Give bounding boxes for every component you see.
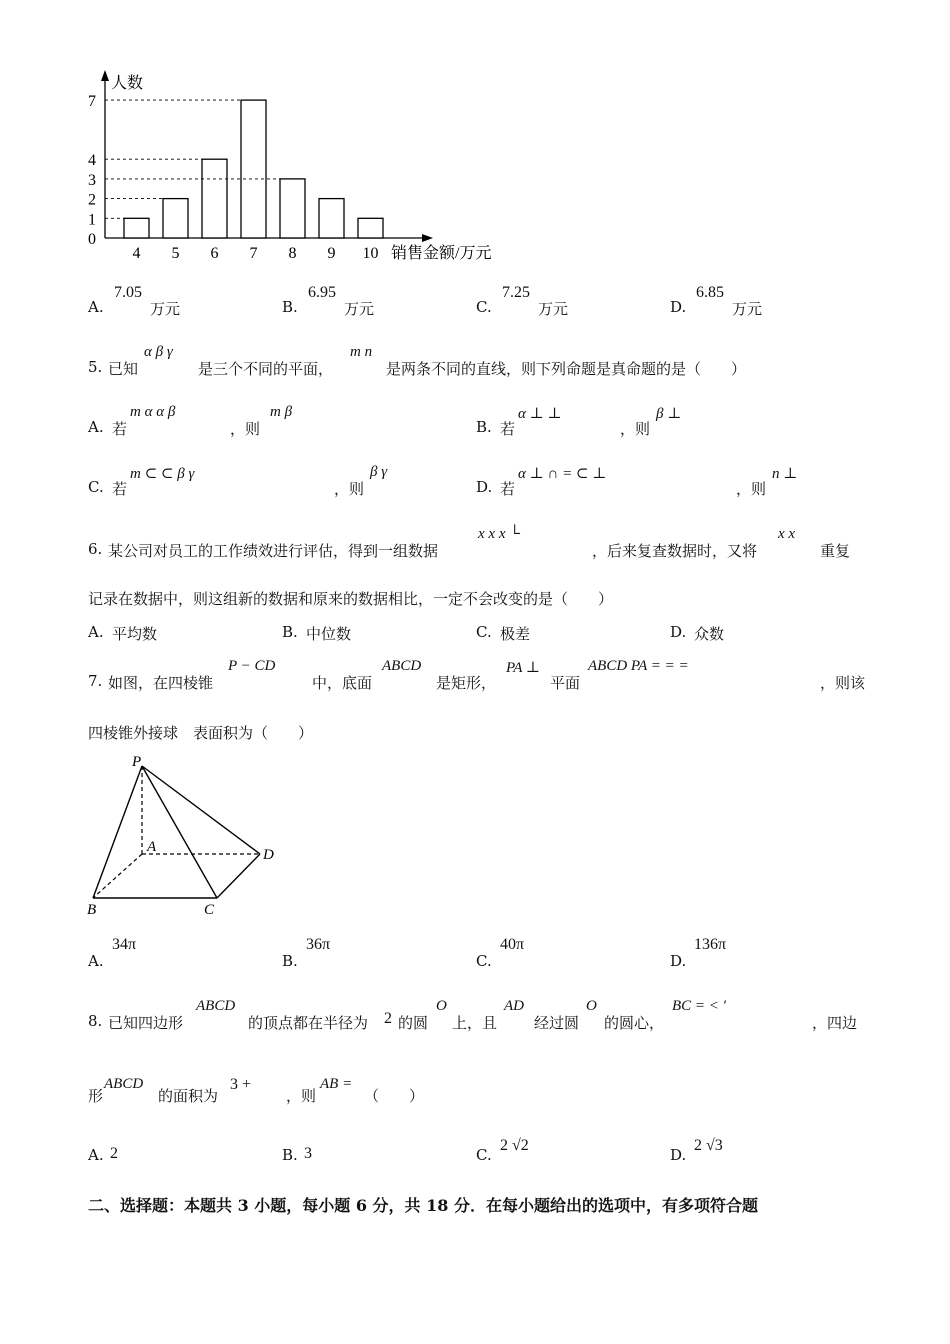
q5-number: 5. (88, 358, 103, 376)
q8-text-6: 的圆心， (604, 1014, 665, 1032)
q6-text-3: 重复 (820, 542, 851, 560)
y-tick-label-4: 4 (88, 152, 96, 170)
q8-math-radius: 2 (384, 1010, 392, 1027)
x-tick-label-10: 10 (362, 245, 379, 262)
q6-option-d-text: 众数 (694, 625, 725, 643)
q8-text-3: 的圆 (398, 1014, 429, 1032)
q6-text-2: ，后来复查数据时，又将 (592, 542, 758, 560)
q7-text-5: ，则该 (820, 674, 866, 692)
q7-text-2: 中，底面 (312, 674, 373, 692)
vertex-d-label: D (263, 847, 274, 863)
q5-text-3: 是两条不同的直线，则下列命题是真命题的是（ ） (386, 360, 747, 378)
q5-option-a-ze: ，则 (230, 420, 261, 438)
q5-option-d-ruo: 若 (500, 480, 516, 498)
edge-pd (142, 766, 260, 854)
q8-option-b-value: 3 (304, 1145, 312, 1162)
q6-option-c-text: 极差 (500, 625, 531, 643)
q8-line2-math-area: 3 + (230, 1076, 252, 1093)
q4-option-c-unit: 万元 (538, 300, 569, 318)
q8-line2-b: 的面积为 (158, 1087, 219, 1105)
q5-option-c-label: C. (88, 478, 104, 496)
q7-text-3: 是矩形， (436, 674, 497, 692)
q8-option-d-value: 2 √3 (694, 1137, 723, 1154)
q8-math-bc: BC = < ' (672, 998, 726, 1014)
q7-option-a-label: A. (88, 952, 104, 970)
x-axis-label: 销售金额/万元 (391, 245, 492, 262)
q6-option-a-text: 平均数 (112, 625, 158, 643)
q4-option-d-value: 6.85 (696, 284, 724, 301)
x-tick-label-7: 7 (249, 245, 258, 262)
q8-text-4: 上，且 (452, 1014, 498, 1032)
q5-math-lines: m n (350, 344, 373, 360)
q6-number: 6. (88, 540, 103, 558)
x-tick-label-6: 6 (210, 245, 219, 262)
vertex-p-label: P (132, 754, 142, 770)
q8-option-a-value: 2 (110, 1145, 118, 1162)
q7-option-c-value: 40π (500, 936, 525, 953)
q5-option-b-math-2: β ⊥ (656, 406, 682, 422)
q4-option-b-unit: 万元 (344, 300, 375, 318)
q5-option-c-ruo: 若 (112, 480, 128, 498)
edge-ab (93, 854, 142, 898)
section-2-heading: 二、选择题：本题共 3 小题，每小题 6 分，共 18 分．在每小题给出的选项中，有多项符合题 (88, 1196, 758, 1215)
vertex-b-label: B (87, 902, 97, 918)
q8-option-a-label: A. (88, 1146, 104, 1164)
q7-math-lengths: ABCD PA = = = (588, 658, 689, 674)
x-axis-arrow (422, 234, 433, 242)
y-axis-label: 人数 (111, 75, 144, 92)
q6-text-1: 某公司对员工的工作绩效进行评估，得到一组数据 (108, 542, 439, 560)
q7-option-b-label: B. (282, 952, 298, 970)
vertex-c-label: C (204, 902, 215, 918)
q8-option-b-label: B. (282, 1146, 298, 1164)
q8-math-o2: O (586, 998, 597, 1014)
y-tick-label-2: 2 (88, 191, 96, 209)
q8-line2-d: （ ） (364, 1087, 425, 1105)
q4-option-b-label: B. (282, 298, 298, 316)
q7-math-pyramid: P − CD (228, 658, 276, 674)
q6-option-a-label: A. (88, 623, 104, 641)
q4-option-d-unit: 万元 (732, 300, 763, 318)
q6-option-c-label: C. (476, 623, 492, 641)
q6-math-data: x x x └ (478, 526, 520, 542)
q6-line-2: 记录在数据中，则这组新的数据和原来的数据相比，一定不会改变的是（ ） (88, 590, 614, 608)
y-tick-label-3: 3 (88, 171, 96, 189)
q5-option-a-ruo: 若 (112, 420, 128, 438)
q8-text-7: ，四边 (812, 1014, 858, 1032)
vertex-a-label: A (147, 839, 157, 855)
q5-option-b-label: B. (476, 418, 492, 436)
q8-number: 8. (88, 1012, 103, 1030)
edge-cd (217, 854, 260, 898)
q8-text-2: 的顶点都在半径为 (248, 1014, 369, 1032)
q5-option-d-math-1: α ⊥ ∩ = ⊂ ⊥ (518, 466, 607, 482)
q8-option-c-value: 2 √2 (500, 1137, 529, 1154)
q5-option-a-label: A. (88, 418, 104, 436)
q5-option-a-math-2: m β (270, 404, 293, 420)
x-tick-label-4: 4 (132, 245, 141, 262)
x-tick-label-9: 9 (327, 245, 336, 262)
q7-line-2: 四棱锥外接球 表面积为（ ） (88, 724, 314, 742)
x-tick-label-5: 5 (171, 245, 180, 262)
q5-text-2: 是三个不同的平面， (198, 360, 334, 378)
q7-text-1: 如图，在四棱锥 (108, 674, 214, 692)
q4-option-c-value: 7.25 (502, 284, 530, 301)
q5-math-planes: α β γ (144, 344, 173, 360)
q5-option-a-math-1: m α α β (130, 404, 176, 420)
q4-option-a-unit: 万元 (150, 300, 181, 318)
q7-option-c-label: C. (476, 952, 492, 970)
q8-math-ad: AD (504, 998, 524, 1014)
q8-line2-math-ab: AB = (320, 1076, 353, 1092)
q6-option-b-label: B. (282, 623, 298, 641)
q8-line2-math-quad: ABCD (104, 1076, 144, 1092)
q5-option-d-math-2: n ⊥ (772, 466, 798, 482)
q5-option-d-label: D. (476, 478, 493, 496)
q5-text-1: 已知 (108, 360, 139, 378)
edge-pb (93, 766, 142, 898)
bar-9 (319, 199, 344, 238)
q4-option-a-value: 7.05 (114, 284, 142, 301)
q8-option-c-label: C. (476, 1146, 492, 1164)
q7-option-b-value: 36π (306, 936, 331, 953)
q8-math-quad: ABCD (196, 998, 236, 1014)
q6-math-repeat: x x (778, 526, 796, 542)
q7-option-d-value: 136π (694, 936, 727, 953)
q5-option-b-math-1: α ⊥ ⊥ (518, 406, 562, 422)
q4-option-a-label: A. (88, 298, 104, 316)
q5-option-c-math-1: m ⊂ ⊂ β γ (130, 466, 195, 482)
q5-option-c-math-2: β γ (370, 464, 388, 480)
q8-option-d-label: D. (670, 1146, 687, 1164)
q7-math-base: ABCD (382, 658, 422, 674)
y-tick-label-0: 0 (88, 231, 96, 248)
q7-number: 7. (88, 672, 103, 690)
q7-option-d-label: D. (670, 952, 687, 970)
pyramid-figure (0, 0, 300, 930)
edge-pc (142, 766, 217, 898)
q8-text-1: 已知四边形 (108, 1014, 184, 1032)
q7-text-4: 平面 (550, 674, 581, 692)
q8-text-5: 经过圆 (534, 1014, 580, 1032)
q6-option-b-text: 中位数 (306, 625, 352, 643)
q8-line2-a: 形 (88, 1087, 104, 1105)
bar-10 (358, 218, 383, 238)
q8-line2-c: ，则 (286, 1087, 317, 1105)
q8-math-o1: O (436, 998, 447, 1014)
q7-option-a-value: 34π (112, 936, 137, 953)
q5-option-d-ze: ，则 (736, 480, 767, 498)
q5-option-b-ruo: 若 (500, 420, 516, 438)
q4-option-c-label: C. (476, 298, 492, 316)
q4-option-d-label: D. (670, 298, 687, 316)
q5-option-b-ze: ，则 (620, 420, 651, 438)
q4-option-b-value: 6.95 (308, 284, 336, 301)
y-tick-label-7: 7 (88, 93, 96, 111)
q6-option-d-label: D. (670, 623, 687, 641)
q5-option-c-ze: ，则 (334, 480, 365, 498)
y-tick-label-1: 1 (88, 211, 96, 229)
x-tick-label-8: 8 (288, 245, 297, 262)
q7-math-perp: PA ⊥ (506, 660, 540, 676)
